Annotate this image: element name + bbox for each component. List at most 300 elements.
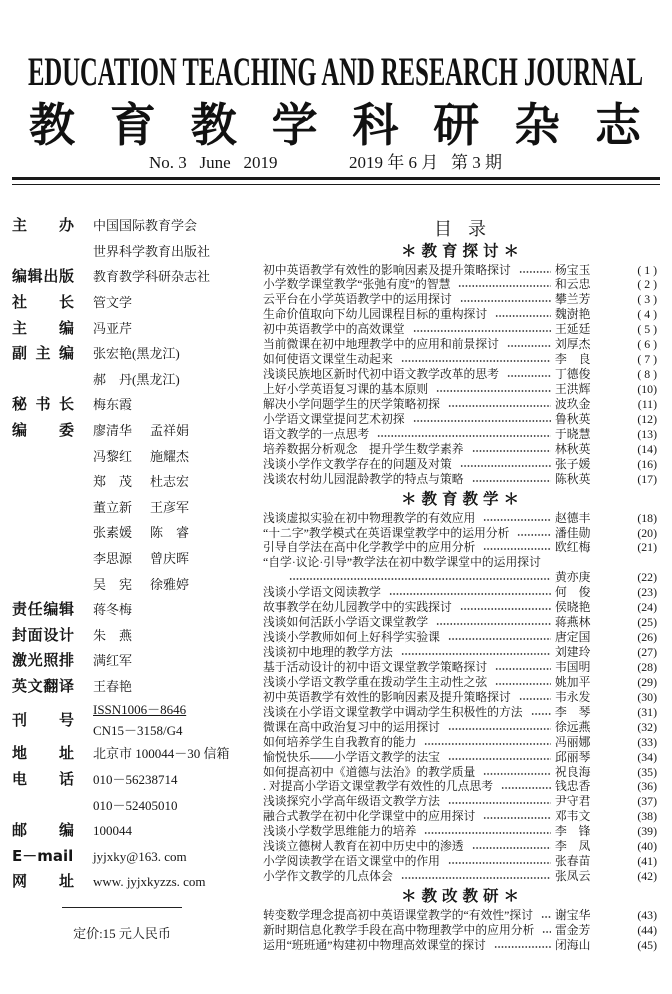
masthead-deputy-editor-in-chief [12, 341, 248, 392]
masthead-value: www. jyjxkyzzs. com [93, 874, 206, 890]
toc-entry [263, 690, 657, 705]
toc-dot-leader [519, 690, 551, 705]
toc-entry-title: 引导自学法在高中化学教学中的应用分析 [263, 540, 476, 555]
masthead-line [93, 720, 248, 741]
toc-entry-author: 李 凤 [555, 839, 591, 854]
toc-entry-title: 浅谈立德树人教育在初中历史中的渗透 [263, 839, 464, 854]
toc-entry-title: 初中英语教学中的高效课堂 [263, 322, 405, 337]
toc-entry-title: 上好小学英语复习课的基本原则 [263, 382, 429, 396]
toc-dot-leader [483, 511, 551, 526]
masthead-values [93, 213, 248, 264]
toc-dot-leader [424, 735, 551, 750]
masthead-line [93, 264, 248, 290]
toc-entry [263, 645, 657, 660]
toc-entry [263, 555, 657, 570]
toc-dot-leader [472, 839, 551, 854]
toc-entry-title: 语文教学的一点思考 [263, 426, 370, 441]
toc-entry-author: 鲁秋英 [555, 411, 591, 426]
masthead-line [93, 546, 248, 572]
masthead-address [12, 741, 248, 767]
toc-entry-title: “自学·议论·引导”教学法在初中数学课堂中的运用探讨 [263, 555, 541, 570]
masthead-label: 刊号 [12, 710, 74, 729]
masthead-phone [12, 767, 248, 818]
masthead-secretary-general [12, 392, 248, 418]
toc-entry-continuation [263, 570, 657, 585]
toc-dot-leader [517, 526, 551, 541]
masthead-value: 张宏艳(黑龙江) [93, 346, 180, 362]
toc-entry [263, 292, 657, 307]
toc-entry-title: 浅谈初中地理的教学方法 [263, 645, 393, 659]
masthead-value: 中国国际教育学会 [93, 218, 198, 234]
toc-entry [263, 869, 657, 884]
masthead-value: 陈 睿 [150, 525, 190, 541]
masthead-value: 郑 茂 [93, 474, 133, 490]
toc-entry-author: 王洪辉 [555, 382, 591, 396]
toc-entry-title: 浅谈小学数学思维能力的培养 [263, 824, 417, 839]
masthead-values [93, 418, 248, 597]
toc-entry-page: (44) [637, 922, 657, 937]
toc-dot-leader [448, 720, 551, 735]
toc-entry-author: 李 良 [555, 352, 591, 367]
masthead-line [93, 469, 248, 495]
masthead-editorial-board [12, 418, 248, 597]
masthead-values [93, 699, 248, 741]
toc-entry-page: (25) [637, 615, 657, 630]
toc-entry-title: 浅谈小学作文教学存在的问题及对策 [263, 456, 452, 471]
masthead-values [93, 648, 248, 674]
toc-entry [263, 322, 657, 337]
toc-entry-page: (10) [637, 382, 657, 396]
masthead-values [93, 341, 248, 392]
toc-entry-page: (35) [637, 764, 657, 779]
masthead-values [93, 818, 248, 844]
toc-entry-page: (11) [637, 396, 657, 411]
masthead-line [93, 572, 248, 598]
toc-entry-title: 新时期信息化教学手段在高中物理教学中的应用分析 [263, 922, 535, 937]
toc-entry-page: (23) [637, 585, 657, 600]
table-of-contents [263, 220, 657, 953]
toc-entry-page: (20) [637, 525, 657, 540]
toc-entry-title: 浅谈小学语文阅读教学 [263, 585, 381, 600]
masthead-values [93, 741, 248, 767]
masthead-line [93, 418, 248, 444]
toc-entry [263, 277, 657, 292]
toc-entry-author: 徐远燕 [555, 719, 591, 734]
journal-title-cn-text: 教育教学科研杂志 [29, 98, 641, 152]
toc-entry-page: (45) [637, 937, 657, 952]
toc-entry [263, 397, 657, 412]
masthead-value: 杜志宏 [150, 474, 190, 490]
toc-entry [263, 511, 657, 526]
masthead-label: 封面设计 [12, 625, 74, 644]
toc-dot-leader [458, 277, 551, 292]
masthead-value: 孟祥娟 [150, 422, 190, 438]
toc-entry [263, 615, 657, 630]
toc-entry [263, 765, 657, 780]
masthead-line [93, 213, 248, 239]
toc-entry-title: 生命价值取向下幼儿园课程目标的重构探讨 [263, 307, 488, 322]
toc-entry-author: 侯晓艳 [555, 600, 591, 615]
masthead-value: ISSN1006－8646 [93, 702, 187, 718]
toc-entry-title: 如何提高初中《道德与法治》的教学质量 [263, 764, 476, 779]
toc-dot-leader [483, 540, 551, 555]
toc-entry-page: (22) [637, 570, 657, 585]
toc-entry-title: 小学作文教学的几点体会 [263, 869, 393, 884]
masthead-label: 主办 [12, 216, 74, 235]
toc-entry [263, 427, 657, 442]
issue-date-cn: 2019 年 6 月 第 3 期 [349, 153, 502, 172]
masthead-label: 激光照排 [12, 651, 74, 670]
toc-entry-author: 丁德俊 [555, 367, 591, 382]
toc-entry-page: (21) [637, 540, 657, 555]
toc-dot-leader [401, 352, 551, 367]
toc-entry-author: 张春苗 [555, 854, 591, 869]
toc-entry-author: 谢宝华 [555, 908, 591, 922]
toc-entry-author: 冯丽娜 [555, 734, 591, 749]
toc-entry-title: 浅谈小学教师如何上好科学实验课 [263, 630, 440, 645]
masthead-line [93, 767, 248, 793]
masthead-label: 秘书长 [12, 395, 74, 414]
toc-entry [263, 824, 657, 839]
toc-dot-leader [542, 923, 551, 938]
masthead-publisher [12, 264, 248, 290]
toc-section-heading: ＊教育教学＊ [400, 488, 524, 508]
toc-entry-author: 李 琴 [555, 704, 591, 719]
toc-entry-title: 浅谈如何活跃小学语文课堂教学 [263, 615, 429, 630]
toc-dot-leader [413, 322, 551, 337]
masthead-value: 董立新 [93, 499, 133, 515]
masthead-value: 梅东霞 [93, 397, 133, 413]
toc-entry-author: 钱忠香 [555, 779, 591, 794]
masthead-value: 王彦军 [150, 499, 190, 515]
masthead-value: 010－56238714 [93, 772, 178, 788]
toc-entry-title: 如何培养学生自我教育的能力 [263, 734, 417, 749]
masthead-english-translation [12, 674, 248, 700]
journal-title-en-text: EDUCATION TEACHING AND RESEARCH JOURNAL [28, 49, 643, 94]
toc-entry [263, 630, 657, 645]
toc-entry-author: 攀兰芳 [555, 292, 591, 307]
toc-dot-leader [289, 570, 551, 585]
toc-dot-leader [460, 457, 551, 472]
masthead-line [93, 648, 248, 674]
masthead-value: 100044 [93, 823, 132, 839]
masthead-line [93, 623, 248, 649]
toc-entry-title: 云平台在小学英语教学中的运用探讨 [263, 292, 452, 307]
toc-dot-leader [494, 938, 551, 953]
masthead-value: 蒋冬梅 [93, 602, 133, 618]
toc-entry-author: 张子媛 [555, 456, 591, 471]
toc-dot-leader [519, 263, 551, 278]
toc-entry-page: (14) [637, 441, 657, 456]
toc-entry [263, 923, 657, 938]
toc-entry-title: 浅谈虚拟实验在初中物理教学的有效应用 [263, 510, 476, 525]
masthead-label: 地址 [12, 744, 74, 763]
masthead-value: 北京市 100044－30 信箱 [93, 746, 230, 762]
masthead-label: 责任编辑 [12, 600, 74, 619]
masthead-line [93, 674, 248, 700]
masthead-line [93, 290, 248, 316]
masthead-value: 廖清华 [93, 422, 133, 438]
toc-entry [263, 720, 657, 735]
toc-entry-title: 基于活动设计的初中语文课堂教学策略探讨 [263, 659, 488, 674]
toc-dot-leader [401, 869, 551, 884]
toc-entry-page: (30) [637, 689, 657, 704]
toc-entry-title: 故事教学在幼儿园教学中的实践探讨 [263, 600, 452, 615]
toc-entry [263, 457, 657, 472]
masthead-cover-design [12, 623, 248, 649]
toc-entry-title: 如何使语文课堂生动起来 [263, 352, 393, 367]
header-rule-thick [12, 177, 660, 180]
toc-entry-author: 韦永发 [555, 689, 591, 704]
masthead-line [93, 495, 248, 521]
toc-dot-leader [401, 645, 551, 660]
price: 定价:15 元人民币 [73, 926, 171, 941]
masthead-values [93, 264, 248, 290]
toc-entry [263, 809, 657, 824]
toc-dot-leader [483, 765, 551, 780]
toc-entry [263, 938, 657, 953]
masthead-values [93, 597, 248, 623]
toc-entry-author: 邓韦文 [555, 809, 591, 824]
masthead-value: CN15－3158/G4 [93, 723, 183, 739]
toc-entry [263, 854, 657, 869]
issue-date-en: No. 3 June 2019 [149, 153, 278, 172]
toc-entry-author: 魏澍艳 [555, 307, 591, 322]
masthead-value: 世界科学教育出版社 [93, 243, 211, 259]
toc-entry [263, 263, 657, 278]
toc-entry-title: 运用“班班通”构建初中物理高效课堂的探讨 [263, 937, 486, 952]
toc-entry-page: (31) [637, 704, 657, 719]
toc-entry-title: 培养数据分析观念 提升学生数学素养 [263, 441, 464, 456]
toc-entry-author: 潘佳勋 [555, 525, 591, 540]
toc-entry-title: 微课在高中政治复习中的运用探讨 [263, 719, 440, 734]
toc-dot-leader [541, 908, 551, 923]
masthead-values [93, 869, 248, 895]
masthead-line [93, 818, 248, 844]
toc-entry-page: (36) [637, 779, 657, 794]
toc-entry-page: (34) [637, 749, 657, 764]
toc-entry-title: 转变数学理念提高初中英语课堂教学的“有效性”探讨 [263, 908, 534, 922]
toc-entry-title: 浅谈小学语文教学重在拨动学生主动性之弦 [263, 674, 488, 689]
toc-entry-author: 刘厚杰 [555, 337, 591, 352]
toc-entry-page: ( 1 ) [637, 262, 657, 277]
toc-entry-page: (17) [637, 471, 657, 486]
masthead-value: 010－52405010 [93, 797, 178, 813]
toc-dot-leader [507, 367, 551, 382]
masthead-journal-number [12, 699, 248, 741]
toc-entry-author: 邱丽琴 [555, 749, 591, 764]
masthead-label: 网址 [12, 872, 74, 891]
masthead-line [93, 699, 248, 720]
toc-dot-leader [495, 660, 551, 675]
masthead-value: 王春艳 [93, 678, 133, 694]
toc-entry-page: ( 8 ) [637, 367, 657, 382]
toc-entry-title: 当前微课在初中地理教学中的应用和前景探讨 [263, 337, 499, 352]
toc-entry-page: (13) [637, 426, 657, 441]
toc-entry [263, 307, 657, 322]
toc-entry-title: . 对提高小学语文课堂教学有效性的几点思考 [263, 779, 494, 794]
toc-entry-author: 赵德丰 [555, 510, 591, 525]
toc-dot-leader [389, 585, 551, 600]
toc-dot-leader [483, 809, 551, 824]
toc-entry-page: ( 4 ) [637, 307, 657, 322]
toc-entry-author: 李 锋 [555, 824, 591, 839]
masthead-postcode [12, 818, 248, 844]
masthead-label: 社长 [12, 292, 74, 311]
toc-dot-leader [436, 382, 551, 397]
toc-dot-leader [413, 412, 551, 427]
toc-entry [263, 367, 657, 382]
toc-entry [263, 908, 657, 923]
toc-entry-page: (39) [637, 824, 657, 839]
masthead-value: 教育教学科研杂志社 [93, 269, 211, 285]
toc-dot-leader [460, 292, 551, 307]
toc-entry [263, 750, 657, 765]
toc-entry-author: 于晓慧 [555, 426, 591, 441]
masthead-label: 主编 [12, 318, 74, 337]
toc-entry-author: 陈秋英 [555, 471, 591, 486]
toc-entry-author: 闭海山 [555, 937, 591, 952]
toc-entry [263, 412, 657, 427]
toc-entry-author: 蒋燕林 [555, 615, 591, 630]
toc-dot-leader [495, 307, 551, 322]
masthead-values [93, 767, 248, 818]
masthead-values [93, 623, 248, 649]
toc-entry-page: (24) [637, 600, 657, 615]
toc-dot-leader [448, 854, 551, 869]
toc-dot-leader [531, 705, 551, 720]
toc-dot-leader [424, 824, 551, 839]
masthead-label: 邮编 [12, 821, 74, 840]
toc-entry [263, 352, 657, 367]
toc-entry-page: ( 5 ) [637, 322, 657, 337]
price-separator [62, 907, 182, 908]
masthead-website [12, 869, 248, 895]
masthead-label: 副主编 [12, 344, 74, 363]
toc-entry [263, 705, 657, 720]
masthead-line [93, 844, 248, 870]
toc-entry-title: 小学语文课堂提问艺术初探 [263, 411, 405, 426]
masthead-line [93, 239, 248, 265]
masthead-label: 编辑出版 [12, 267, 74, 286]
masthead-values [93, 844, 248, 870]
toc-dot-leader [460, 600, 551, 615]
toc-entry [263, 472, 657, 487]
toc-entry [263, 675, 657, 690]
masthead-line [93, 793, 248, 819]
toc-body [263, 239, 657, 953]
masthead [12, 213, 248, 895]
journal-title-en [28, 49, 644, 93]
masthead-values [93, 316, 248, 342]
toc-dot-leader [495, 675, 551, 690]
masthead-value: 郝 丹(黑龙江) [93, 371, 180, 387]
toc-entry-author: 张凤云 [555, 869, 591, 884]
toc-entry-page: (37) [637, 794, 657, 809]
masthead-line [93, 341, 248, 367]
masthead-value: 曾庆晖 [150, 550, 190, 566]
masthead-label: 电话 [12, 770, 74, 789]
masthead-label: E－mail [12, 846, 74, 865]
masthead-label: 编委 [12, 420, 74, 439]
masthead-value: 吴 宪 [93, 576, 133, 592]
toc-entry [263, 337, 657, 352]
journal-title-cn [29, 95, 643, 152]
toc-entry-author: 姚加平 [555, 674, 591, 689]
masthead-value: 徐雅婷 [150, 576, 190, 592]
masthead-line [93, 367, 248, 393]
toc-dot-leader [501, 779, 551, 794]
toc-entry-author: 波玖金 [555, 396, 591, 411]
header-rule-thin [12, 184, 660, 185]
toc-entry-page: (16) [637, 456, 657, 471]
masthead-director [12, 290, 248, 316]
masthead-responsible-editor [12, 597, 248, 623]
masthead-value: 施耀杰 [150, 448, 190, 464]
masthead-value: jyjxky@163. com [93, 848, 187, 864]
masthead-line [93, 316, 248, 342]
toc-dot-leader [377, 427, 551, 442]
toc-entry-page: (42) [637, 869, 657, 884]
toc-entry-author: 杨宝玉 [555, 262, 591, 277]
toc-entry-page: (26) [637, 630, 657, 645]
toc-entry [263, 794, 657, 809]
toc-entry-title: 浅谈民族地区新时代初中语文教学改革的思考 [263, 367, 499, 382]
toc-entry [263, 526, 657, 541]
toc-entry-title: 小学阅读教学在语文课堂中的作用 [263, 854, 440, 869]
toc-dot-leader [472, 442, 551, 457]
toc-entry [263, 600, 657, 615]
toc-entry-page: ( 3 ) [637, 292, 657, 307]
toc-entry-author: 黄亦庚 [555, 570, 591, 585]
toc-entry-page: (18) [637, 510, 657, 525]
masthead-value: 冯亚芹 [93, 320, 133, 336]
toc-entry-title: 浅谈农村幼儿园混龄教学的特点与策略 [263, 471, 464, 486]
toc-entry-page: (43) [637, 908, 657, 922]
toc-entry-author: 唐定国 [555, 630, 591, 645]
toc-entry-page: ( 7 ) [637, 352, 657, 367]
toc-dot-leader [448, 750, 551, 765]
toc-entry [263, 839, 657, 854]
toc-entry-author: 祝良海 [555, 764, 591, 779]
masthead-label: 英文翻译 [12, 676, 74, 695]
toc-entry-author: 欧红梅 [555, 540, 591, 555]
toc-entry-title: 初中英语教学有效性的影响因素及提升策略探讨 [263, 262, 511, 277]
toc-title: 目录 [434, 218, 502, 239]
masthead-line [93, 869, 248, 895]
toc-entry-page: (32) [637, 719, 657, 734]
toc-entry-page: ( 6 ) [637, 337, 657, 352]
toc-dot-leader [448, 630, 551, 645]
masthead-value: 朱 燕 [93, 627, 133, 643]
masthead-sponsor [12, 213, 248, 264]
toc-section-heading: ＊教改教研＊ [400, 886, 524, 905]
masthead-line [93, 741, 248, 767]
toc-entry-page: (40) [637, 839, 657, 854]
toc-entry-title: 融合式教学在初中化学课堂中的应用探讨 [263, 809, 476, 824]
masthead-values [93, 392, 248, 418]
toc-entry-title: 愉悦快乐——小学语文教学的法宝 [263, 749, 440, 764]
masthead-value: 冯黎红 [93, 448, 133, 464]
toc-entry-author: 林秋英 [555, 441, 591, 456]
toc-entry [263, 585, 657, 600]
toc-entry-author: 韦国明 [555, 659, 591, 674]
toc-entry [263, 779, 657, 794]
toc-section-heading: ＊教育探讨＊ [400, 240, 524, 260]
masthead-value: 李思源 [93, 550, 133, 566]
toc-entry-page: (33) [637, 734, 657, 749]
toc-entry-page: ( 2 ) [637, 277, 657, 292]
